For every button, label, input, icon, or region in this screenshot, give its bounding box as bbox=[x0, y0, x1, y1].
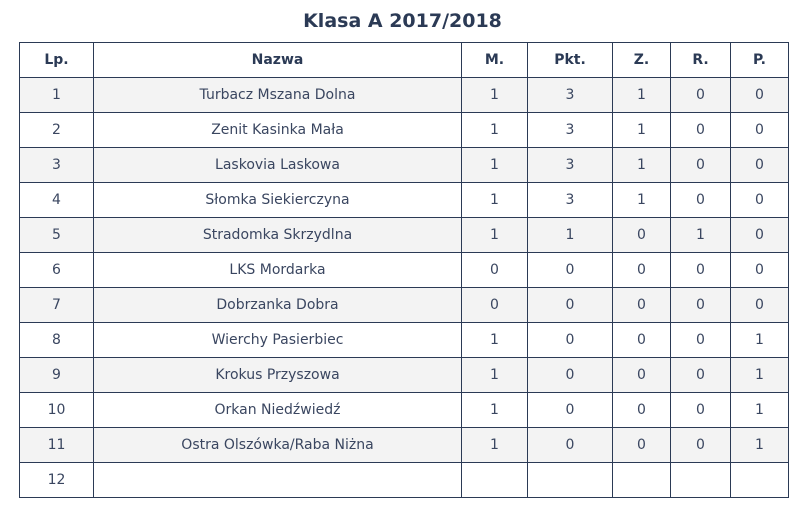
cell-draws bbox=[671, 463, 731, 498]
cell-draws: 0 bbox=[671, 393, 731, 428]
cell-losses: 1 bbox=[731, 428, 789, 463]
cell-team-name: LKS Mordarka bbox=[94, 253, 462, 288]
cell-wins: 0 bbox=[613, 288, 671, 323]
cell-draws: 0 bbox=[671, 253, 731, 288]
cell-team-name: Laskovia Laskowa bbox=[94, 148, 462, 183]
cell-points: 0 bbox=[528, 323, 613, 358]
cell-matches: 1 bbox=[462, 78, 528, 113]
cell-wins: 0 bbox=[613, 218, 671, 253]
cell-wins: 0 bbox=[613, 393, 671, 428]
cell-points: 0 bbox=[528, 288, 613, 323]
cell-matches: 1 bbox=[462, 323, 528, 358]
cell-lp: 8 bbox=[20, 323, 94, 358]
table-row bbox=[20, 183, 789, 218]
cell-wins: 0 bbox=[613, 358, 671, 393]
standings-table bbox=[19, 42, 789, 498]
cell-points: 3 bbox=[528, 183, 613, 218]
header-row bbox=[20, 43, 789, 78]
table-row bbox=[20, 358, 789, 393]
cell-matches: 1 bbox=[462, 358, 528, 393]
cell-matches bbox=[462, 463, 528, 498]
cell-losses: 0 bbox=[731, 288, 789, 323]
cell-wins: 1 bbox=[613, 183, 671, 218]
cell-matches: 0 bbox=[462, 253, 528, 288]
cell-wins: 0 bbox=[613, 428, 671, 463]
cell-losses: 0 bbox=[731, 218, 789, 253]
cell-matches: 1 bbox=[462, 113, 528, 148]
cell-team-name: Zenit Kasinka Mała bbox=[94, 113, 462, 148]
cell-team-name: Stradomka Skrzydlna bbox=[94, 218, 462, 253]
cell-draws: 0 bbox=[671, 113, 731, 148]
cell-losses: 1 bbox=[731, 323, 789, 358]
cell-lp: 12 bbox=[20, 463, 94, 498]
cell-lp: 6 bbox=[20, 253, 94, 288]
cell-matches: 1 bbox=[462, 218, 528, 253]
header-wins: Z. bbox=[613, 43, 671, 78]
table-row bbox=[20, 113, 789, 148]
cell-lp: 4 bbox=[20, 183, 94, 218]
cell-losses: 0 bbox=[731, 78, 789, 113]
cell-draws: 0 bbox=[671, 78, 731, 113]
cell-lp: 10 bbox=[20, 393, 94, 428]
cell-points: 3 bbox=[528, 78, 613, 113]
cell-lp: 3 bbox=[20, 148, 94, 183]
cell-lp: 5 bbox=[20, 218, 94, 253]
cell-team-name: Turbacz Mszana Dolna bbox=[94, 78, 462, 113]
standings-body bbox=[20, 78, 789, 498]
table-row bbox=[20, 428, 789, 463]
header-losses: P. bbox=[731, 43, 789, 78]
cell-lp: 9 bbox=[20, 358, 94, 393]
cell-losses: 0 bbox=[731, 148, 789, 183]
cell-points: 3 bbox=[528, 113, 613, 148]
cell-draws: 1 bbox=[671, 218, 731, 253]
cell-draws: 0 bbox=[671, 428, 731, 463]
cell-lp: 7 bbox=[20, 288, 94, 323]
cell-losses: 1 bbox=[731, 358, 789, 393]
table-row bbox=[20, 78, 789, 113]
header-matches: M. bbox=[462, 43, 528, 78]
cell-wins: 1 bbox=[613, 148, 671, 183]
table-row bbox=[20, 148, 789, 183]
cell-draws: 0 bbox=[671, 148, 731, 183]
table-row bbox=[20, 393, 789, 428]
table-row bbox=[20, 463, 789, 498]
cell-team-name: Słomka Siekierczyna bbox=[94, 183, 462, 218]
cell-lp: 2 bbox=[20, 113, 94, 148]
cell-losses: 0 bbox=[731, 253, 789, 288]
cell-team-name bbox=[94, 463, 462, 498]
table-row bbox=[20, 323, 789, 358]
header-lp: Lp. bbox=[20, 43, 94, 78]
table-row bbox=[20, 218, 789, 253]
cell-team-name: Krokus Przyszowa bbox=[94, 358, 462, 393]
cell-losses: 1 bbox=[731, 393, 789, 428]
cell-points bbox=[528, 463, 613, 498]
cell-points: 3 bbox=[528, 148, 613, 183]
cell-draws: 0 bbox=[671, 288, 731, 323]
cell-points: 0 bbox=[528, 428, 613, 463]
cell-team-name: Dobrzanka Dobra bbox=[94, 288, 462, 323]
table-title: Klasa A 2017/2018 bbox=[303, 10, 502, 32]
cell-wins: 0 bbox=[613, 253, 671, 288]
table-row bbox=[20, 288, 789, 323]
cell-wins: 1 bbox=[613, 113, 671, 148]
cell-team-name: Ostra Olszówka/Raba Niżna bbox=[94, 428, 462, 463]
cell-draws: 0 bbox=[671, 183, 731, 218]
cell-points: 0 bbox=[528, 358, 613, 393]
cell-team-name: Wierchy Pasierbiec bbox=[94, 323, 462, 358]
cell-lp: 11 bbox=[20, 428, 94, 463]
cell-team-name: Orkan Niedźwiedź bbox=[94, 393, 462, 428]
cell-wins: 0 bbox=[613, 323, 671, 358]
header-points: Pkt. bbox=[528, 43, 613, 78]
cell-losses: 0 bbox=[731, 183, 789, 218]
cell-points: 1 bbox=[528, 218, 613, 253]
cell-matches: 1 bbox=[462, 393, 528, 428]
cell-wins: 1 bbox=[613, 78, 671, 113]
cell-draws: 0 bbox=[671, 358, 731, 393]
header-draws: R. bbox=[671, 43, 731, 78]
table-row bbox=[20, 253, 789, 288]
cell-matches: 0 bbox=[462, 288, 528, 323]
cell-points: 0 bbox=[528, 393, 613, 428]
cell-matches: 1 bbox=[462, 428, 528, 463]
cell-draws: 0 bbox=[671, 323, 731, 358]
cell-points: 0 bbox=[528, 253, 613, 288]
cell-losses: 0 bbox=[731, 113, 789, 148]
cell-wins bbox=[613, 463, 671, 498]
header-name: Nazwa bbox=[94, 43, 462, 78]
cell-matches: 1 bbox=[462, 183, 528, 218]
cell-losses bbox=[731, 463, 789, 498]
cell-matches: 1 bbox=[462, 148, 528, 183]
cell-lp: 1 bbox=[20, 78, 94, 113]
